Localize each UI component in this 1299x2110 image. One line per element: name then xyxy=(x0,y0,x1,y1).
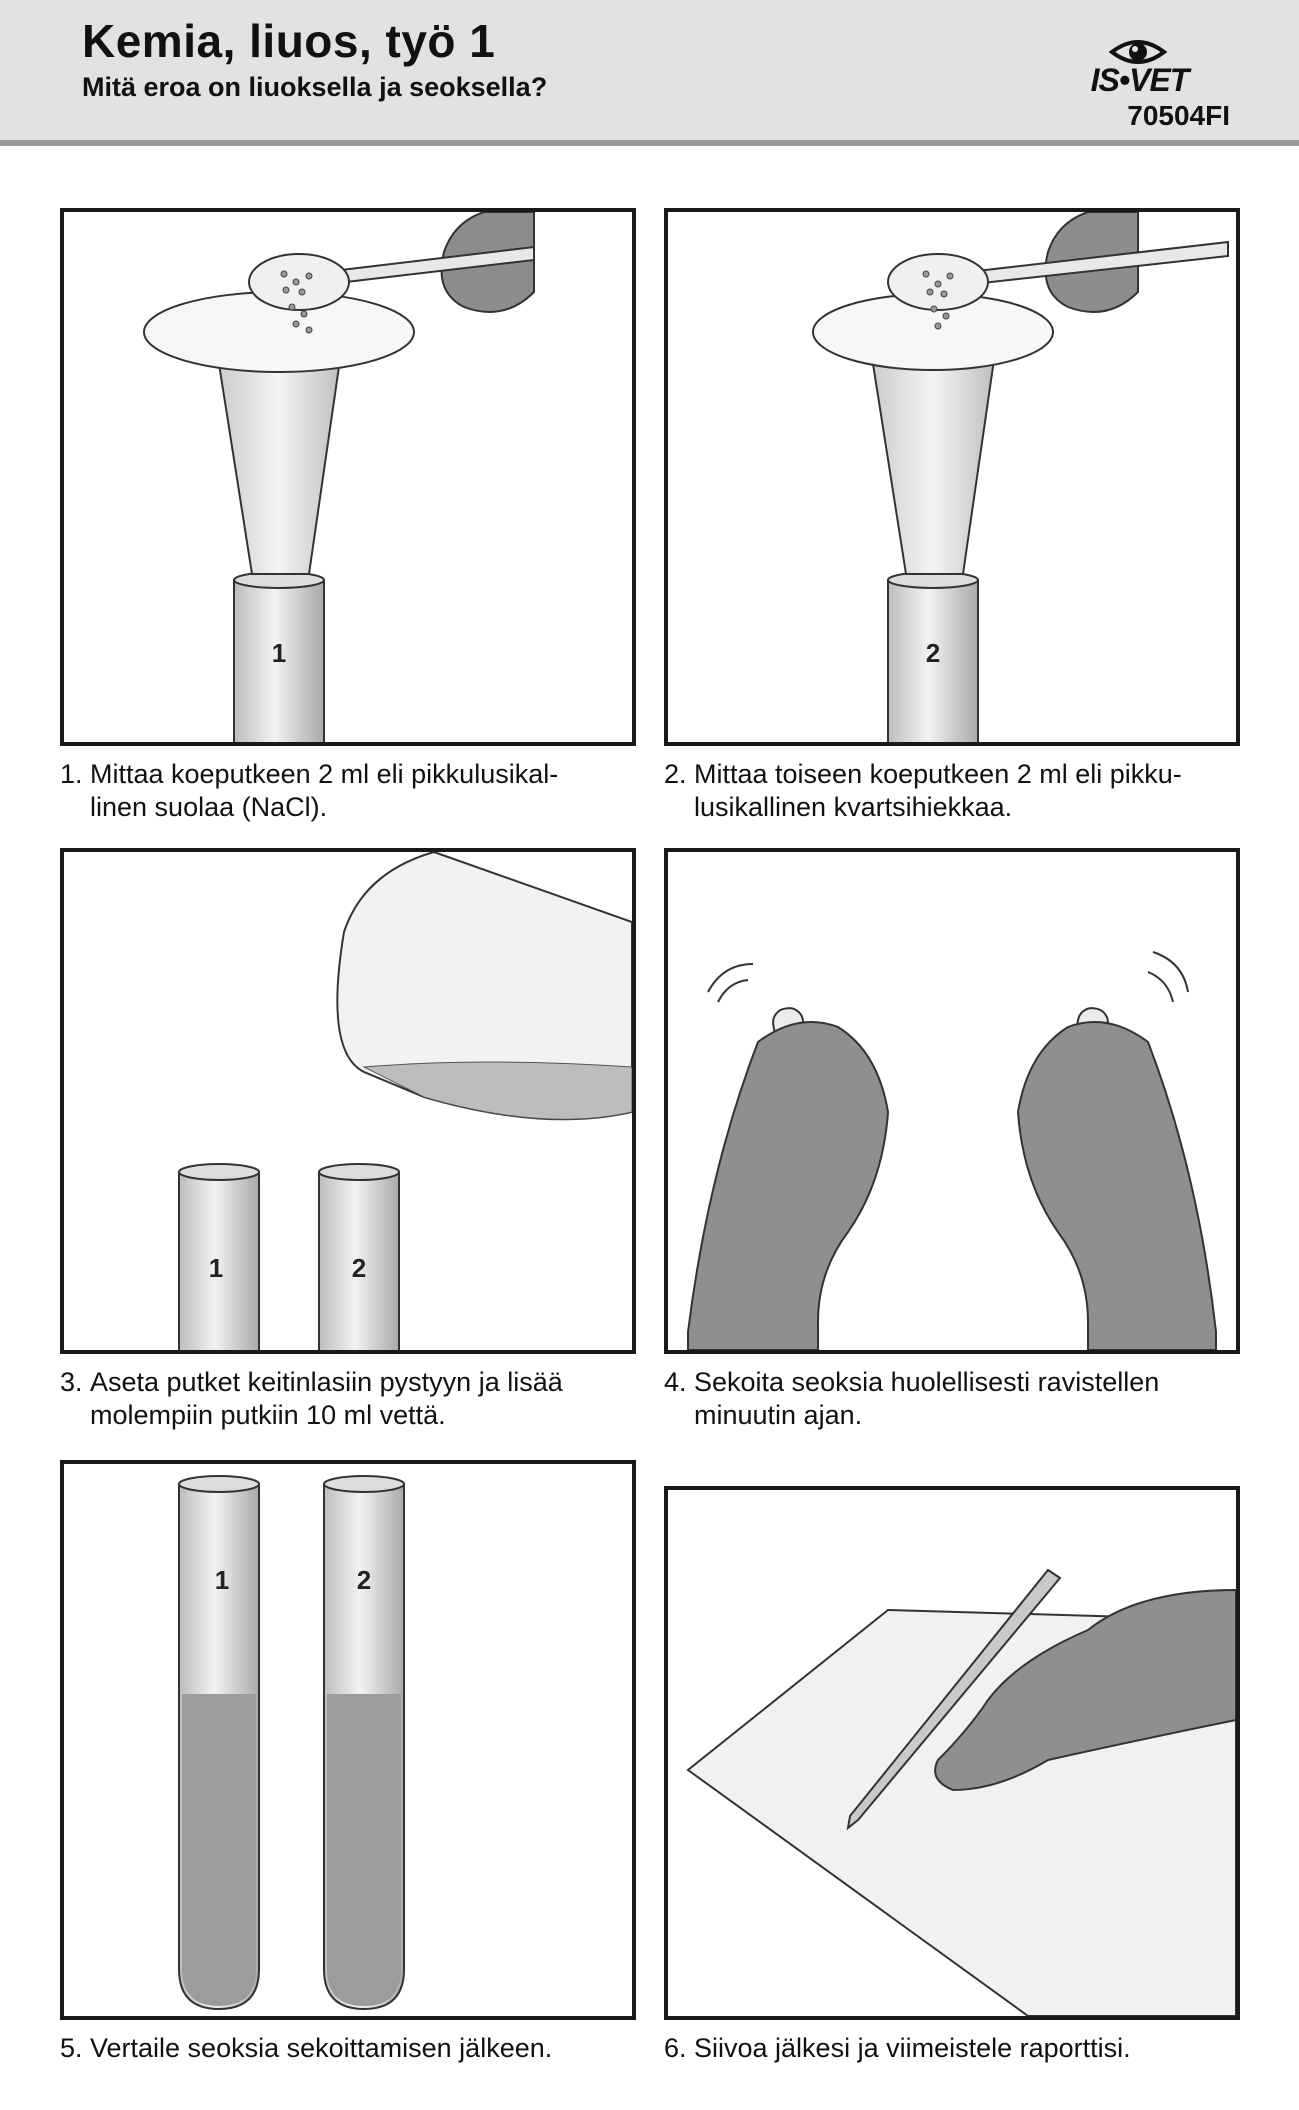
step-4-illustration xyxy=(664,848,1240,1354)
tube-label: 2 xyxy=(351,1253,367,1283)
tube-label: 2 xyxy=(356,1565,372,1595)
page-title: Kemia, liuos, työ 1 xyxy=(82,15,496,67)
step-1-caption: 1. Mittaa koeputkeen 2 ml eli pikkulusikal- linen suolaa (NaCl). xyxy=(60,759,559,822)
right-hand-icon xyxy=(1018,1022,1216,1350)
step-5-illustration xyxy=(60,1460,636,2020)
tube-label: 2 xyxy=(925,638,941,668)
left-hand-icon xyxy=(688,1022,888,1350)
header-band xyxy=(0,0,1299,146)
step-6-caption: 6. Siivoa jälkesi ja viimeistele raporttisi. xyxy=(664,2033,1131,2063)
page-subtitle: Mitä eroa on liuoksella ja seoksella? xyxy=(82,72,548,102)
step-6-illustration xyxy=(664,1486,1240,2020)
step-3-caption: 3. Aseta putket keitinlasiin pystyyn ja lisää molempiin putkiin 10 ml vettä. xyxy=(60,1367,563,1430)
product-code: 70504FI xyxy=(1127,100,1230,131)
step-2-illustration xyxy=(664,208,1240,746)
step-3-illustration xyxy=(60,848,636,1354)
tube-label: 1 xyxy=(271,638,287,668)
step-4-caption: 4. Sekoita seoksia huolellisesti ravistellen minuutin ajan. xyxy=(664,1367,1160,1430)
step-1-illustration xyxy=(60,208,636,746)
tube-label: 1 xyxy=(214,1565,230,1595)
step-5-caption: 5. Vertaile seoksia sekoittamisen jälkeen. xyxy=(60,2033,553,2063)
brand-logo-text: IS•VET xyxy=(1090,62,1189,98)
step-2-caption: 2. Mittaa toiseen koeputkeen 2 ml eli pikku- lusikallinen kvartsihiekkaa. xyxy=(664,759,1182,822)
tube-label: 1 xyxy=(208,1253,224,1283)
shake-motion-icon xyxy=(708,952,1188,1002)
